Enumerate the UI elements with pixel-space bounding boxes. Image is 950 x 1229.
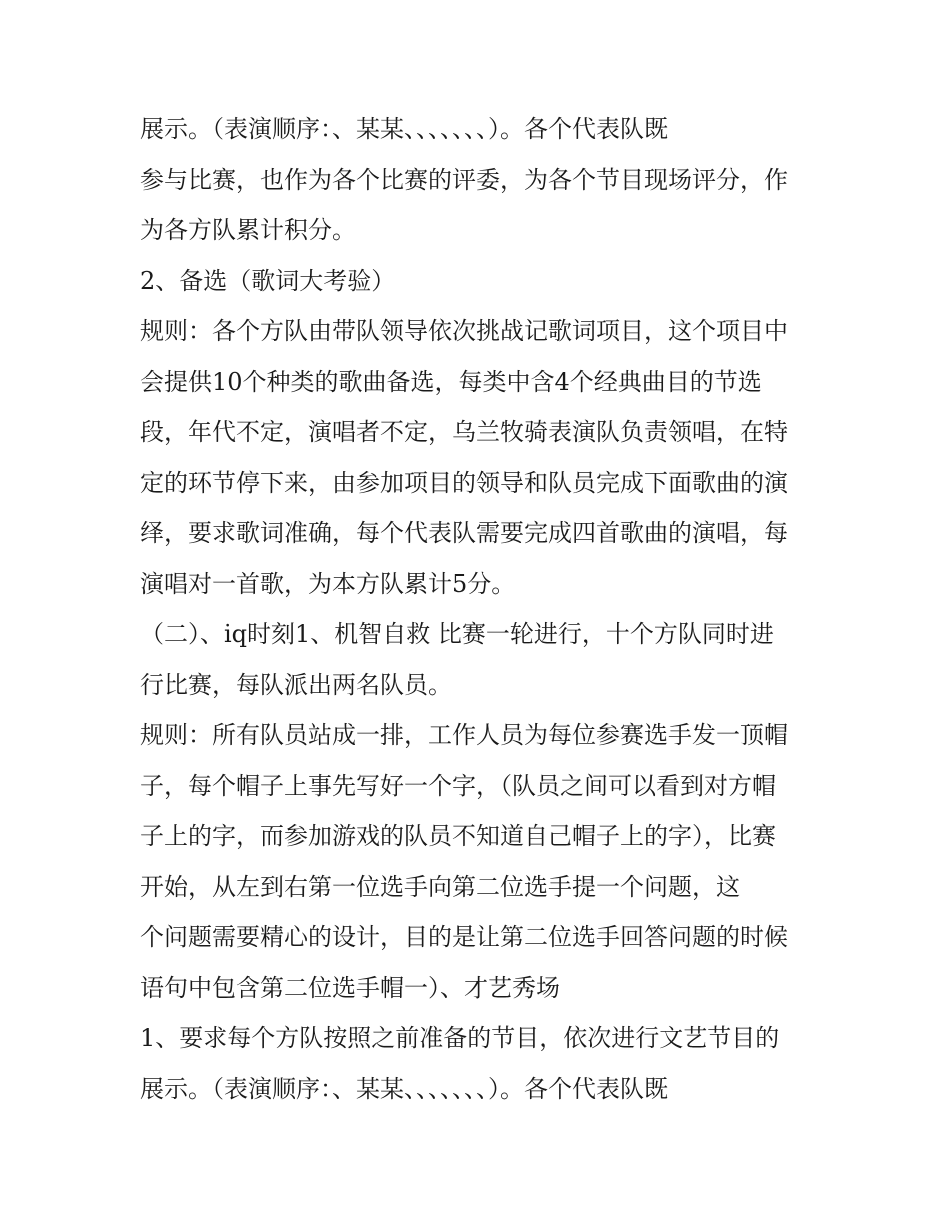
text-line-19: 1、要求每个方队按照之前准备的节目，依次进行文艺节目的: [140, 1024, 780, 1052]
text-line-5: 规则：各个方队由带队领导依次挑战记歌词项目，这个项目中: [140, 317, 788, 345]
text-line-12: 行比赛，每队派出两名队员。: [140, 670, 452, 699]
text-line-13: 规则：所有队员站成一排，工作人员为每位参赛选手发一顶帽: [140, 721, 788, 749]
text-line-3: 为各方队累计积分。: [140, 216, 356, 244]
text-line-7: 段，年代不定，演唱者不定，乌兰牧骑表演队负责领唱，在特: [140, 418, 788, 446]
text-line-17: 个问题需要精心的设计，目的是让第二位选手回答问题的时候: [140, 923, 788, 951]
text-line-1: 展示。（表演顺序：、某某、、、、、、、）。各个代表队既: [140, 115, 668, 143]
document-body: [140, 108, 820, 1118]
text-line-16: 开始，从左到右第一位选手向第二位选手提一个问题，这: [140, 872, 740, 901]
text-line-9: 绎，要求歌词准确，每个代表队需要完成四首歌曲的演唱，每: [140, 519, 788, 547]
section-heading-lyrics: 2、备选（歌词大考验）: [140, 266, 396, 295]
text-line-2: 参与比赛，也作为各个比赛的评委，为各个节目现场评分，作: [140, 165, 788, 194]
text-line-20: 展示。（表演顺序：、某某、、、、、、、）。各个代表队既: [140, 1074, 668, 1103]
text-line-15: 子上的字，而参加游戏的队员不知道自己帽子上的字），比赛: [140, 822, 776, 850]
text-line-18: 语句中包含第二位选手帽一）、才艺秀场: [140, 973, 560, 1002]
text-line-11: （二）、iq时刻1、机智自救 比赛一轮进行，十个方队同时进: [140, 620, 774, 648]
text-line-14: 子，每个帽子上事先写好一个字，（队员之间可以看到对方帽: [140, 771, 776, 800]
text-line-6: 会提供10个种类的歌曲备选，每类中含4个经典曲目的节选: [140, 367, 762, 396]
text-line-8: 定的环节停下来，由参加项目的领导和队员完成下面歌曲的演: [140, 468, 788, 497]
text-line-10: 演唱对一首歌，为本方队累计5分。: [140, 569, 516, 598]
